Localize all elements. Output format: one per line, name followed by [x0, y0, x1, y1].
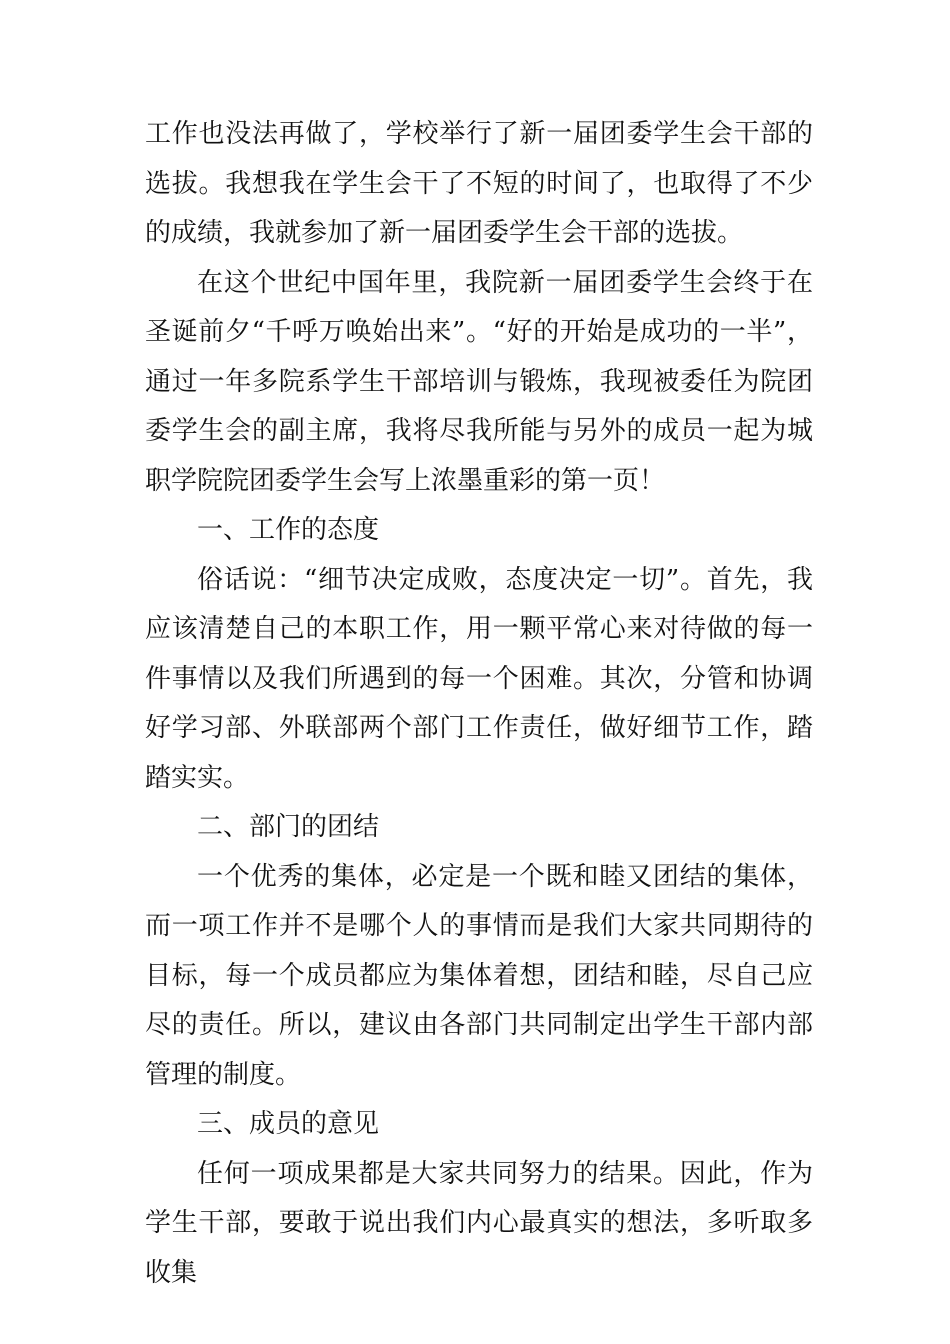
section-heading-attitude: 一、工作的态度 [197, 515, 380, 545]
paragraph-3: 俗话说：“细节决定成败，态度决定一切”。首先，我应该清楚自己的本职工作，用一颗平常心来对待做的每一件事情以及我们所遇到的每一个困难。其次，分管和协调好学习部、外联部两个部门工作责任，做好细节工作，踏踏实实。 [145, 564, 813, 793]
section-heading-unity: 二、部门的团结 [197, 812, 380, 842]
paragraph-5: 任何一项成果都是大家共同努力的结果。因此，作为学生干部，要敢于说出我们内心最真实的想法，多听取多收集 [145, 1158, 813, 1288]
paragraph-1: 工作也没法再做了，学校举行了新一届团委学生会干部的选拔。我想我在学生会干了不短的时间了，也取得了不少的成绩，我就参加了新一届团委学生会干部的选拔。 [145, 119, 813, 248]
paragraph-2: 在这个世纪中国年里，我院新一届团委学生会终于在圣诞前夕“千呼万唤始出来”。“好的开始是成功的一半”，通过一年多院系学生干部培训与锻炼，我现被委任为院团委学生会的副主席，我将尽我所能与另外的成员一起为城职学院院团委学生会写上浓墨重彩的第一页！ [145, 267, 813, 496]
paragraph-4: 一个优秀的集体，必定是一个既和睦又团结的集体，而一项工作并不是哪个人的事情而是我们大家共同期待的目标，每一个成员都应为集体着想，团结和睦，尽自己应尽的责任。所以，建议由各部门共同制定出学生干部内部管理的制度。 [145, 861, 813, 1090]
section-heading-opinions: 三、成员的意见 [197, 1109, 380, 1139]
document-body [145, 110, 813, 1298]
